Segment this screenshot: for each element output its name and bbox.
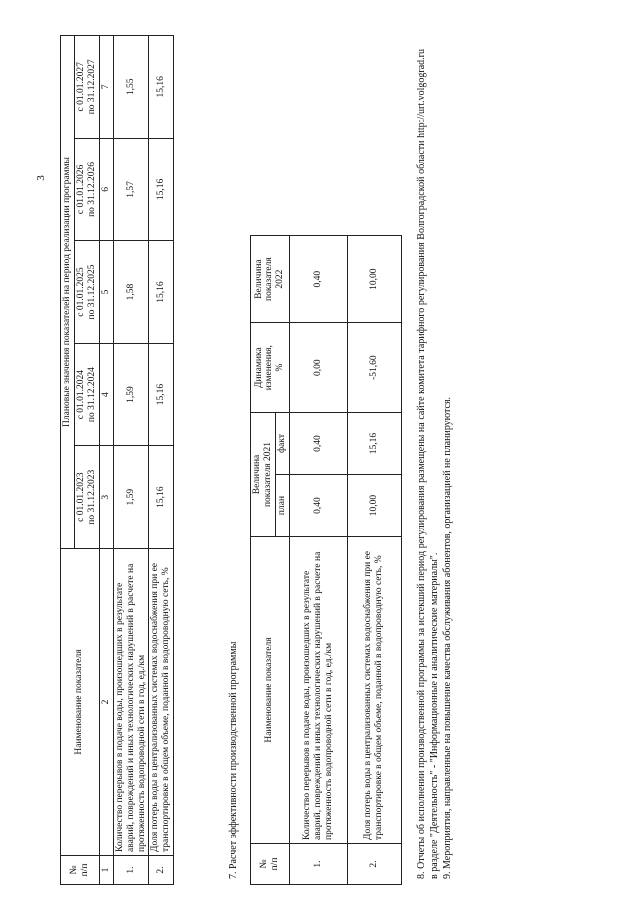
t1-period-5: с 01.01.2027 по 31.12.2027 [74,36,99,139]
section-7-caption: 7. Расчет эффективности производственной программы [228,641,239,879]
note-8: 8. Отчеты об исполнении производственной программы за истекший период регулирования размещены на сайте комитета тарифного регулирования Волгоградской области http://urt.volgograd.ru в разделе "Деятельность" - "Информационные и аналитические материалы". [416,49,440,879]
t1-colnum: 3 [99,446,113,549]
row-number: 2. [347,844,401,885]
notes [416,49,456,879]
t1-header-name: Наименование показателя [61,549,100,856]
table-row [113,36,149,885]
t1-colnum: 5 [99,241,113,344]
value-2022-cell: 10,00 [347,236,401,323]
t2-header-plan: план [275,475,289,537]
value-2022-cell: 0,40 [289,236,347,323]
t1-period-1: с 01.01.2023 по 31.12.2023 [74,446,99,549]
value-cell: 1,55 [113,36,149,139]
t1-colnum: 7 [99,36,113,139]
t2-header-fact: факт [275,412,289,474]
t1-colnum: 4 [99,343,113,446]
fact-cell: 15,16 [347,412,401,474]
t1-header-group: Плановые значения показателей на период реализации программы [61,36,75,549]
t1-period-3: с 01.01.2025 по 31.12.2025 [74,241,99,344]
planned-indicators-table [60,35,174,885]
row-number: 1. [289,844,347,885]
table-row [347,236,401,885]
value-cell: 15,16 [149,446,174,549]
value-cell: 1,57 [113,138,149,241]
row-number: 2. [149,856,174,885]
t1-period-4: с 01.01.2026 по 31.12.2026 [74,138,99,241]
t2-header-name: Наименование показателя [251,537,290,844]
indicator-name: Доля потерь воды в централизованных системах водоснабжения при ее транспортировке в общем объеме, поданной в водопроводную сеть, % [149,549,174,856]
page-number: 3 [34,175,47,181]
table-row [149,36,174,885]
t2-header-2021: Величина показателя 2021 [251,412,276,536]
value-cell: 15,16 [149,241,174,344]
t1-colnum: 2 [99,549,113,856]
plan-cell: 0,40 [289,475,347,537]
table-row [289,236,347,885]
indicator-name: Количество перерывов в подаче воды, произошедших в результате аварий, повреждений и иных технологических нарушений в расчете на протяженность водопроводной сети в год, ед./км [289,537,347,844]
t1-column-numbers [99,36,113,885]
fact-cell: 0,40 [289,412,347,474]
value-cell: 1,58 [113,241,149,344]
t1-header-no: № п/п [61,856,100,885]
t2-header-no: № п/п [251,844,290,885]
value-cell: 15,16 [149,343,174,446]
efficiency-table [250,235,402,885]
t1-colnum: 6 [99,138,113,241]
t2-header-2022: Величина показателя 2022 [251,236,290,323]
rotated-page [20,25,620,885]
row-number: 1. [113,856,149,885]
dynamics-cell: -51,60 [347,323,401,413]
t2-header-dynamics: Динамика изменения, % [251,323,290,413]
value-cell: 15,16 [149,138,174,241]
value-cell: 1,59 [113,343,149,446]
indicator-name: Количество перерывов в подаче воды, произошедших в результате аварий, повреждений и иных технологических нарушений в расчете на протяженность водопроводной сети в год, ед./км [113,549,149,856]
t1-colnum: 1 [99,856,113,885]
plan-cell: 10,00 [347,475,401,537]
note-9: 9. Мероприятия, направленные на повышение качества обслуживания абонентов, организацией не планируются. [442,396,453,879]
t1-period-2: с 01.01.2024 по 31.12.2024 [74,343,99,446]
dynamics-cell: 0,00 [289,323,347,413]
value-cell: 1,59 [113,446,149,549]
indicator-name: Доля потерь воды в централизованных системах водоснабжения при ее транспортировке в общем объеме, поданной в водопроводную сеть, % [347,537,401,844]
value-cell: 15,16 [149,36,174,139]
